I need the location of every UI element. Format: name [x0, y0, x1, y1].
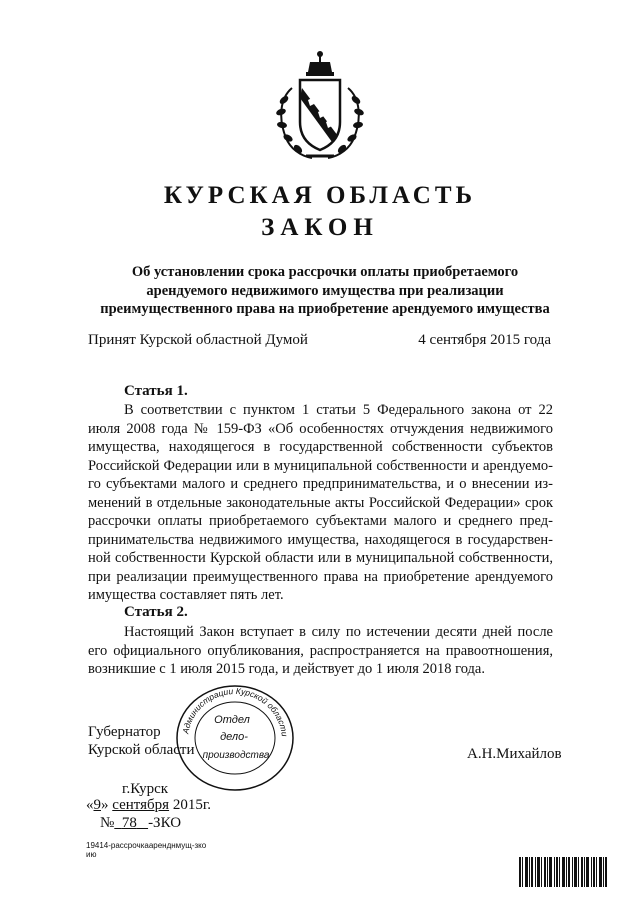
- office-stamp: [170, 680, 300, 792]
- law-title-line: преимущественного права на приобретение арендуемого имущества: [100, 301, 550, 317]
- stamp-center-line: Отдел: [214, 714, 250, 726]
- file-ref-line: ию: [86, 850, 97, 859]
- region-name: КУРСКАЯ ОБЛАСТЬ: [163, 182, 477, 209]
- issue-month: сентября: [112, 797, 170, 813]
- number-suffix: -ЗКО: [148, 815, 182, 831]
- article-line: возникшие с 1 июля 2015 года, и действует до 1 июля 2018 года.: [88, 661, 485, 677]
- adoption-text: Принят Курской областной Думой: [88, 332, 308, 348]
- file-ref-line: 19414-рассрочкааренднмущ-зко: [86, 841, 207, 850]
- article-2-body: [88, 623, 553, 679]
- issue-day: 9: [93, 797, 101, 813]
- article-2-heading: Статья 2.: [124, 604, 188, 620]
- law-number: [114, 815, 148, 831]
- quote-open: «: [86, 797, 94, 813]
- article-line: принимательства недвижимого имущества, находящегося в государствен-: [88, 531, 553, 548]
- article-line: рассрочки оплаты приобретаемого субъектами малого и среднего пред-: [88, 513, 553, 529]
- issue-year: 2015г.: [172, 797, 212, 813]
- file-reference: [86, 841, 206, 859]
- document-type: ЗАКОН: [261, 214, 379, 241]
- signatory-name: А.Н.Михайлов: [467, 746, 562, 762]
- issue-number: [100, 815, 181, 832]
- barcode: [519, 857, 608, 887]
- article-line: ной собственности Курской области или в муниципальной собственности,: [88, 550, 553, 566]
- position-line: Курской области: [88, 742, 195, 758]
- article-line: июля 2008 года № 159-ФЗ «Об особенностях отчуждения недвижимого: [88, 420, 553, 437]
- article-line: имущества составляет пять лет.: [88, 587, 284, 603]
- number-sign: №: [100, 815, 115, 831]
- article-line: Настоящий Закон вступает в силу по истечении десяти дней после: [124, 624, 553, 640]
- article-1-body: [88, 401, 553, 605]
- article-line: менений в отдельные законодательные акты Российской Федерации» срок: [88, 494, 553, 511]
- stamp-ring-text: Администрации Курской области: [180, 685, 290, 738]
- issue-date: [86, 797, 211, 814]
- article-line: В соответствии с пунктом 1 статьи 5 Федерального закона от 22: [124, 402, 553, 418]
- law-title-line: Об установлении срока рассрочки оплаты приобретаемого: [131, 264, 519, 280]
- stamp-center-line: дело-: [220, 731, 248, 743]
- article-line: Российской Федерации или в муниципальной собственности и арендуемо-: [88, 457, 553, 474]
- article-line: имущества, находящегося в государственной собственности субъектов: [88, 439, 553, 455]
- stamp-center-line: производства: [202, 750, 270, 761]
- issue-city: г.Курск: [122, 781, 169, 797]
- article-line: его официального опубликования, распространяется на правоотношения,: [88, 642, 553, 659]
- quote-close: »: [101, 797, 109, 813]
- law-title: [80, 263, 570, 319]
- coat-of-arms-emblem: [272, 48, 368, 166]
- article-1-heading: Статья 1.: [124, 383, 188, 399]
- position-line: Губернатор: [88, 724, 161, 740]
- law-title-line: арендуемого недвижимого имущества при реализации: [146, 282, 504, 299]
- article-line: при реализации преимущественного права на приобретение арендуемого: [88, 568, 553, 585]
- law-number-value: 78: [121, 815, 137, 831]
- article-line: го субъектами малого и среднего предпринимательства, и о внесении из-: [88, 476, 553, 492]
- adoption-date: 4 сентября 2015 года: [418, 332, 551, 348]
